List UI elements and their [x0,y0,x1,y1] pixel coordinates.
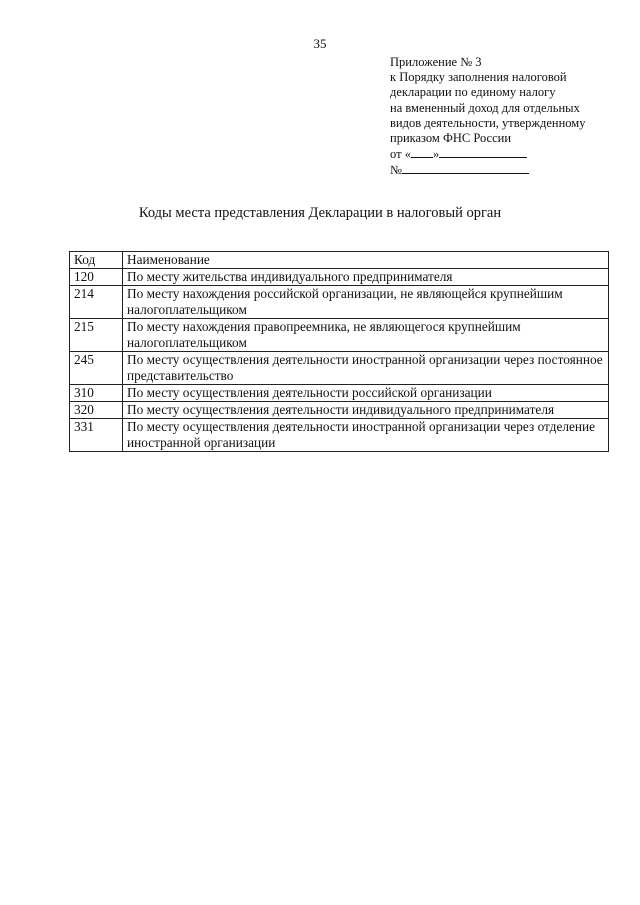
row-name: По месту осуществления деятельности российской организации [123,385,609,402]
number-prefix: № [390,163,402,178]
row-name: По месту осуществления деятельности индивидуального предпринимателя [123,402,609,419]
appendix-header [390,55,630,179]
date-prefix: от [390,147,402,162]
row-name: По месту нахождения правопреемника, не являющегося крупнейшим налогоплательщиком [123,319,609,352]
row-name: По месту осуществления деятельности иностранной организации через отделение иностранной организации [123,419,609,452]
number-line [390,162,630,178]
appendix-line: декларации по единому налогу [390,85,556,100]
table-row [70,286,609,319]
appendix-line: Приложение № 3 [390,55,482,69]
date-quote-close: » [432,147,440,162]
appendix-line: к Порядку заполнения налоговой [390,70,567,85]
appendix-line: приказом ФНС России [390,131,512,146]
table-row [70,352,609,385]
row-code: 245 [70,352,123,385]
table-row [70,419,609,452]
month-year-blank [439,146,527,158]
table-row [70,319,609,352]
number-blank [402,162,529,174]
row-name: По месту жительства индивидуального предпринимателя [123,269,609,286]
table-row [70,402,609,419]
header-name: Наименование [123,252,609,269]
appendix-line: на вмененный доход для отдельных [390,100,580,115]
header-code: Код [70,252,123,269]
row-code: 215 [70,319,123,352]
row-code: 120 [70,269,123,286]
table-row [70,269,609,286]
row-code: 214 [70,286,123,319]
table-row [70,385,609,402]
day-blank [411,146,433,158]
row-code: 310 [70,385,123,402]
row-name: По месту нахождения российской организации, не являющейся крупнейшим налогоплательщиком [123,286,609,319]
row-code: 331 [70,419,123,452]
date-line [390,146,630,162]
table-header-row [70,252,609,269]
date-quote-open: « [404,147,411,162]
appendix-line: видов деятельности, утвержденному [390,115,586,130]
row-code: 320 [70,402,123,419]
row-name: По месту осуществления деятельности иностранной организации через постоянное представительство [123,352,609,385]
page-number: 35 [313,36,327,51]
document-title: Коды места представления Декларации в налоговый орган [138,205,502,221]
codes-table [69,251,609,452]
